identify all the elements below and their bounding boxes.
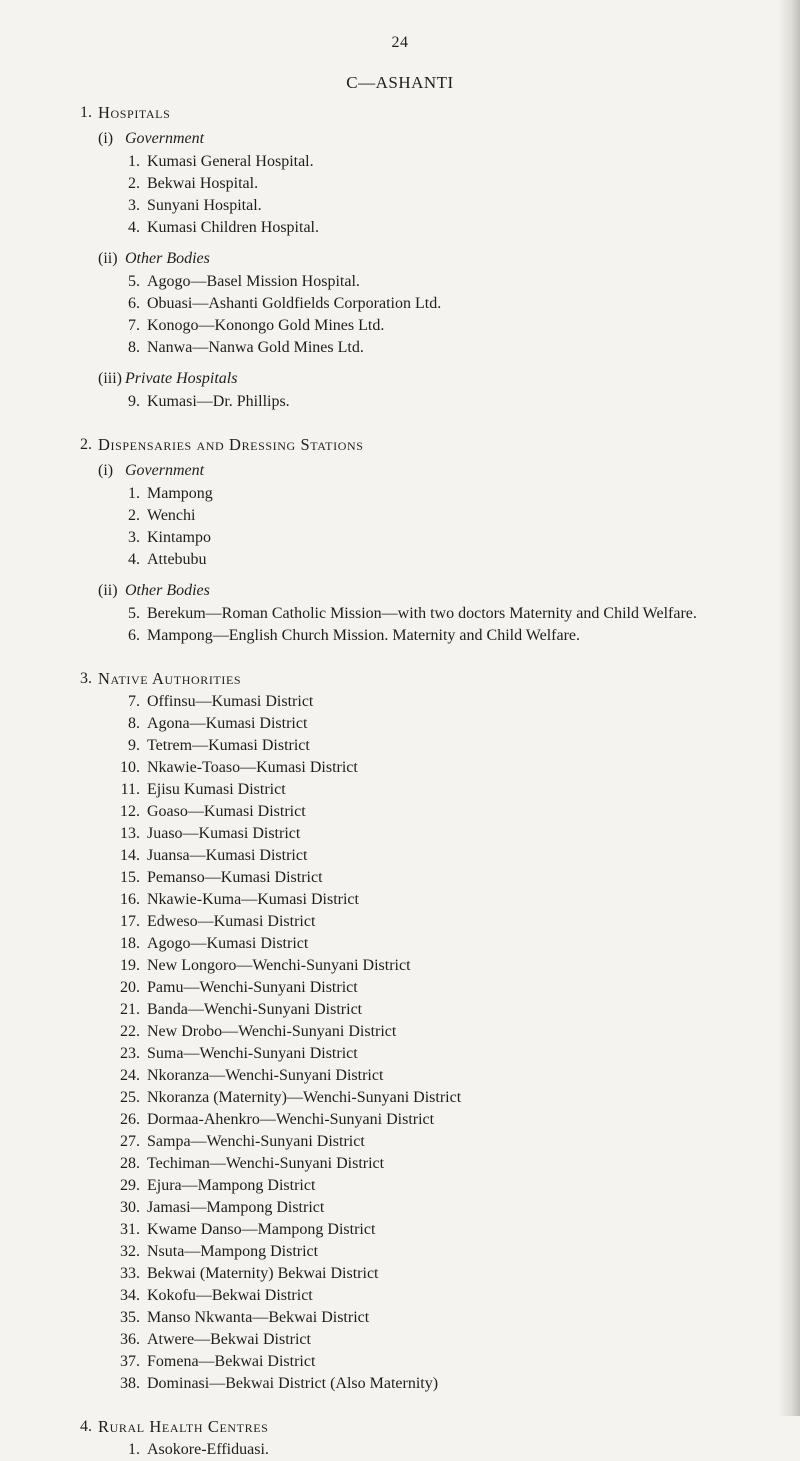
list-item [0,933,800,955]
item-text: Nsuta—Mampong District [147,1243,319,1260]
subsection-title: Government [125,130,205,147]
item-text: Bekwai Hospital. [147,175,259,192]
section [0,1415,800,1461]
list-item [0,603,800,625]
subsection-number: (i) [98,130,114,147]
item-text: Techiman—Wenchi-Sunyani District [147,1155,385,1172]
item-number: 6. [128,295,140,312]
section-title: Hospitals [98,103,171,122]
item-text: Suma—Wenchi-Sunyani District [147,1045,358,1062]
section-title: Dispensaries and Dressing Stations [98,435,364,454]
item-text: Berekum—Roman Catholic Mission—with two doctors Maternity and Child Welfare. [147,605,697,622]
item-number: 8. [128,339,140,356]
list-item [0,1263,800,1285]
list-item [0,713,800,735]
item-number: 8. [128,715,140,732]
subsection [0,367,800,413]
item-number: 19. [120,957,140,974]
item-text: Nkawie-Kuma—Kumasi District [147,891,359,908]
item-number: 24. [120,1067,140,1084]
subsection-number: (iii) [98,370,122,387]
item-text: Mampong—English Church Mission. Maternity and Child Welfare. [147,627,581,644]
list-item [0,1043,800,1065]
item-text: Bekwai (Maternity) Bekwai District [147,1265,379,1282]
subsection-heading [0,127,800,151]
item-text: Nkawie-Toaso—Kumasi District [147,759,358,776]
list-item [0,217,800,239]
item-text: Edweso—Kumasi District [147,913,316,930]
item-number: 34. [120,1287,140,1304]
page-number: 24 [391,34,409,51]
subsection-heading [0,579,800,603]
item-number: 1. [128,485,140,502]
item-text: New Longoro—Wenchi-Sunyani District [147,957,411,974]
item-number: 35. [120,1309,140,1326]
list-item [0,1197,800,1219]
item-number: 28. [120,1155,140,1172]
item-text: Kwame Danso—Mampong District [147,1221,376,1238]
item-text: Agogo—Basel Mission Hospital. [147,273,360,290]
item-number: 4. [128,551,140,568]
list-item [0,271,800,293]
list-item [0,505,800,527]
item-text: Asokore-Effiduasi. [147,1441,269,1458]
item-text: Fomena—Bekwai District [147,1353,316,1370]
list-item [0,315,800,337]
item-number: 16. [120,891,140,908]
section-heading [0,667,800,691]
subsection [0,247,800,359]
item-number: 2. [128,507,140,524]
item-text: Jamasi—Mampong District [147,1199,325,1216]
item-number: 31. [120,1221,140,1238]
section-number: 4. [80,1418,92,1435]
item-text: Kintampo [147,529,211,546]
item-text: Goaso—Kumasi District [147,803,306,820]
list-item [0,1175,800,1197]
item-number: 7. [128,693,140,710]
subsection [0,459,800,571]
list-item [0,889,800,911]
item-number: 25. [120,1089,140,1106]
item-text: Agogo—Kumasi District [147,935,309,952]
item-text: New Drobo—Wenchi-Sunyani District [147,1023,397,1040]
section [0,101,800,413]
subsection-number: (ii) [98,250,118,267]
document-body [0,101,800,1461]
item-number: 14. [120,847,140,864]
item-text: Agona—Kumasi District [147,715,308,732]
list-item [0,1109,800,1131]
subsection [0,579,800,647]
item-text: Kumasi—Dr. Phillips. [147,393,290,410]
list-item [0,955,800,977]
list-item [0,173,800,195]
subsection-title: Private Hospitals [125,370,238,387]
item-number: 22. [120,1023,140,1040]
item-number: 18. [120,935,140,952]
item-number: 9. [128,393,140,410]
item-number: 10. [120,759,140,776]
list-item [0,1241,800,1263]
section-heading [0,433,800,457]
list-item [0,1021,800,1043]
list-item [0,735,800,757]
section [0,667,800,1395]
item-text: Banda—Wenchi-Sunyani District [147,1001,363,1018]
item-number: 30. [120,1199,140,1216]
subsection-heading [0,367,800,391]
item-text: Nanwa—Nanwa Gold Mines Ltd. [147,339,364,356]
item-number: 26. [120,1111,140,1128]
item-text: Mampong [147,485,213,502]
section [0,433,800,647]
list-item [0,1351,800,1373]
item-number: 20. [120,979,140,996]
item-text: Offinsu—Kumasi District [147,693,314,710]
list-item [0,977,800,999]
item-number: 3. [128,529,140,546]
list-item [0,1153,800,1175]
subsection-number: (ii) [98,582,118,599]
item-number: 12. [120,803,140,820]
subsection-number: (i) [98,462,114,479]
list-item [0,1307,800,1329]
section-number: 2. [80,436,92,453]
list-item [0,391,800,413]
item-text: Ejura—Mampong District [147,1177,316,1194]
item-text: Dominasi—Bekwai District (Also Maternity) [147,1375,439,1392]
list-item [0,293,800,315]
list-item [0,691,800,713]
item-number: 5. [128,605,140,622]
list-item [0,801,800,823]
list-item [0,1285,800,1307]
item-text: Attebubu [147,551,207,568]
item-text: Pemanso—Kumasi District [147,869,323,886]
item-number: 5. [128,273,140,290]
item-text: Wenchi [147,507,196,524]
item-number: 15. [120,869,140,886]
item-number: 2. [128,175,140,192]
item-text: Atwere—Bekwai District [147,1331,311,1348]
subsection-title: Government [125,462,205,479]
item-text: Ejisu Kumasi District [147,781,286,798]
list-item [0,483,800,505]
list-item [0,625,800,647]
list-item [0,823,800,845]
list-item [0,549,800,571]
section-heading [0,1415,800,1439]
list-item [0,1329,800,1351]
item-text: Tetrem—Kumasi District [147,737,310,754]
item-number: 23. [120,1045,140,1062]
item-text: Konogo—Konongo Gold Mines Ltd. [147,317,385,334]
item-number: 27. [120,1133,140,1150]
section-heading [0,101,800,125]
item-text: Juaso—Kumasi District [147,825,301,842]
page-title: C—ASHANTI [346,73,454,92]
item-number: 38. [120,1375,140,1392]
list-item [0,337,800,359]
item-number: 7. [128,317,140,334]
item-number: 32. [120,1243,140,1260]
item-text: Kumasi Children Hospital. [147,219,319,236]
section-title: Rural Health Centres [98,1417,269,1436]
item-number: 17. [120,913,140,930]
item-number: 33. [120,1265,140,1282]
list-item [0,999,800,1021]
list-item [0,867,800,889]
item-text: Nkoranza—Wenchi-Sunyani District [147,1067,384,1084]
list-item [0,151,800,173]
item-text: Kokofu—Bekwai District [147,1287,313,1304]
list-item [0,779,800,801]
item-number: 6. [128,627,140,644]
list-item [0,1131,800,1153]
item-text: Sunyani Hospital. [147,197,262,214]
item-text: Pamu—Wenchi-Sunyani District [147,979,358,996]
item-text: Manso Nkwanta—Bekwai District [147,1309,370,1326]
list-item [0,757,800,779]
item-number: 13. [120,825,140,842]
item-number: 1. [128,1441,140,1458]
item-number: 29. [120,1177,140,1194]
list-item [0,1087,800,1109]
item-number: 4. [128,219,140,236]
section-title: Native Authorities [98,669,242,688]
list-item [0,1219,800,1241]
item-text: Juansa—Kumasi District [147,847,308,864]
subsection-heading [0,247,800,271]
item-number: 3. [128,197,140,214]
item-number: 21. [120,1001,140,1018]
list-item [0,1065,800,1087]
item-text: Kumasi General Hospital. [147,153,314,170]
item-number: 1. [128,153,140,170]
item-number: 11. [120,781,140,798]
item-number: 37. [120,1353,140,1370]
section-number: 3. [80,670,92,687]
item-text: Sampa—Wenchi-Sunyani District [147,1133,365,1150]
item-number: 9. [128,737,140,754]
subsection-title: Other Bodies [125,250,210,267]
item-text: Dormaa-Ahenkro—Wenchi-Sunyani District [147,1111,435,1128]
section-number: 1. [80,104,92,121]
item-text: Nkoranza (Maternity)—Wenchi-Sunyani District [147,1089,462,1106]
subsection-heading [0,459,800,483]
item-text: Obuasi—Ashanti Goldfields Corporation Ltd. [147,295,442,312]
list-item [0,527,800,549]
list-item [0,195,800,217]
subsection [0,127,800,239]
item-number: 36. [120,1331,140,1348]
list-item [0,911,800,933]
list-item [0,1373,800,1395]
subsection-title: Other Bodies [125,582,210,599]
list-item [0,845,800,867]
list-item [0,1439,800,1461]
